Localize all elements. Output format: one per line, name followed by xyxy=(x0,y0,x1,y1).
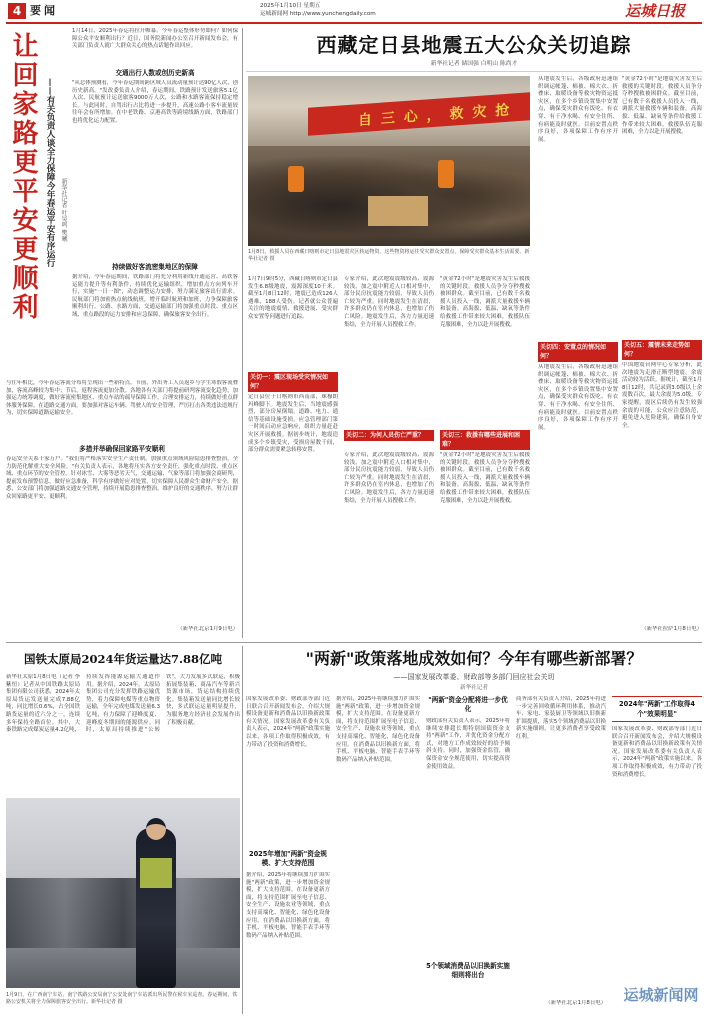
article3-credit: （新华社拉萨1月8日电） xyxy=(641,626,702,632)
article4-credit: （新华社北京1月8日电） xyxy=(545,1000,606,1006)
article4-subheadline: ——国家发展改革委、财政部等多部门回应社会关切 xyxy=(393,673,555,681)
masthead-logo: 运城日报 xyxy=(625,2,686,20)
article4-body2-cont: 据介绍，2025年将继续加力扩围实施"两新"政策，进一步增加资金规模，扩大支持范围。在设备更新方面，将支持范围扩展至电子信息、安全生产、设施农业等领域，重点支持高端化、智能化、绿色化设备应用。在消费品以旧换新方面，将手机、平板电脑、智能手表手环等数码产品纳入补贴范围。 xyxy=(336,696,420,763)
article1-credit: （新华社北京1月9日电） xyxy=(177,626,238,632)
photo-worker-vests-2 xyxy=(438,160,454,188)
article3-continued: "黄金72小时"是地震灾害发生后救援的关键时段。救援人员争分夺秒搜救被困群众。截至目前，已有数千名救援人员投入一线，调派大量救援车辆和装备。高海拔、低温、缺氧等条件给救援工作带来较大困难，救援队伍克服困难，全力以赴开展搜救。 xyxy=(622,76,702,136)
photo-boxes xyxy=(368,196,428,226)
photo-crowd-bg xyxy=(6,878,240,948)
article2-body: 新华社太原1月8日电（记者 李紫恒）记者从中国铁路太原局集团有限公司获悉，2024年太原局货运发送量完成7.88亿吨，同比增长0.6%，占全国铁路货运量的近六分之一，连续多年保持全路首位。其中，大秦铁路完成煤炭运量4.2亿吨，持续发挥能源运输大通道作用。据介绍，2024年，太原局集团公司充分发挥铁路运输优势，着力保障电煤等重点物资运输，全年完成电煤发送量6.3亿吨，有力保障了迎峰度夏、迎峰度冬期间的能源供应。同时，太原局持续推进"公转铁"，大力发展多式联运，积极拓展集装箱、商品汽车等新兴货源市场，货运结构持续优化。集装箱发送量同比增长较快，多式联运运量明显提升，为服务地方经济社会发展作出了积极贡献。 xyxy=(6,674,240,734)
article1-byline: 新华社记者 叶昊鸣 樊曦 xyxy=(60,178,67,242)
railway-photo-caption: 1月9日，在广西南宁车站，南宁铁路公安局南宁公安处南宁车站派出所民警在候车室巡查。春运期间，铁路公安机关将全力保障旅客安全出行。新华社记者 摄 xyxy=(6,992,238,1005)
earthquake-photo xyxy=(248,76,530,246)
article3-a3-top: "黄金72小时"是地震灾害发生后救援的关键时段。救援人员争分夺秒搜救被困群众。截至目前，已有数千名救援人员投入一线，调派大量救援车辆和装备。高海拔、低温、缺氧等条件给救援工作带来较大困难，救援队伍克服困难，全力以赴开展搜救。 xyxy=(440,276,530,328)
article4-side-title: 2024年"两新"工作取得4个"效果明显" xyxy=(612,696,702,722)
header-rule xyxy=(6,22,702,24)
article3-a3: "黄金72小时"是地震灾害发生后救援的关键时段。救援人员争分夺秒搜救被困群众。截至目前，已有数千名救援人员投入一线，调派大量救援车辆和装备。高海拔、低温、缺氧等条件给救援工作带来较大困难，救援队伍克服困难，全力以赴开展搜救。 xyxy=(440,452,530,504)
article3-q1: 关切一：震区现场受灾情况如何？ xyxy=(248,372,338,392)
article-spring-travel xyxy=(6,28,240,638)
article1-lead: 1月14日，2025年春运将拉开帷幕。今年春运整体形势如何？如何保障公众平安顺利出行？近日，国务院新闻办公室召开新闻发布会，有关部门负责人就广大群众关心的热点话题作出回应。 xyxy=(72,28,238,50)
header-date: 2025年1月10日 星期五 xyxy=(260,3,321,9)
header-website: 运城新闻网 http://www.yunchengdaily.com xyxy=(260,11,376,17)
article1-body2: 据介绍，今年春运期间，铁路部门将充分利用新线开通运营、高铁客运能力提升等有利条件，持续优化运输组织，增加重点方向列车开行，实施"一日一图"，动态调整运力安排，努力满足旅客出行需求。民航部门将加密热点航线航班，增开临时航班和加班，力争保障旅客顺利出行。公路、水路方面，交通运输部门将加强重点时段、重点区域、重点路段的运力安排和应急保障，确保旅客安全出行。 xyxy=(72,274,238,318)
article3-q4-answer: 从地震发生后，各级政府迅速组织调运帐篷、棉被、棉大衣、折叠床、取暖设备等救灾物资运抵灾区，在多个乡镇设置集中安置点，确保受灾群众有饭吃、有衣穿、有干净水喝、有安全住所、有病能及时就医。目前安置点秩序良好，各项保障工作有序开展。 xyxy=(538,76,618,143)
photo-officer-vest xyxy=(140,858,172,888)
article3-q2: 关切二：为何人员伤亡严重？ xyxy=(344,430,434,441)
article1-section2: 持续做好客流密集地区的保障 xyxy=(112,263,198,271)
article-tibet-earthquake xyxy=(246,28,702,638)
article1-body3: 与往年相比，今年春运客流分布将呈现出一些新特点。节前，外出务工人员返乡与学生寒假客流叠加，客流高峰较为集中；节后，返程客流更加分散。各地各有关部门将提前研判客流变化趋势，加强运力统筹调度，做好客流密集地区、重点车站的疏导保障工作，合理安排运力，持续做好重点群体服务保障。在道路交通方面，要加强对客运车辆、驾驶人的安全管理，严厉打击各类违法违规行为，切实保障道路运输安全。 xyxy=(6,380,238,417)
section-label: 要闻 xyxy=(30,4,58,17)
article3-a1: 定日县位于日喀则市西南部，珠穆朗玛峰脚下。地震发生后，当地震感强烈，部分房屋倒塌，道路、电力、通信等基础设施受损。应急管理部门第一时间启动应急响应，组织力量赶赴灾区开展救援。据初步统计，地震造成多个乡镇受灾，受损房屋数千间，部分群众需要紧急转移安置。 xyxy=(248,394,338,454)
article4-body1: 国家发展改革委、财政部等部门近日联合召开新闻发布会，介绍大规模设备更新和消费品以旧换新政策有关情况。国家发展改革委有关负责人表示，2024年"两新"政策实施以来，各项工作取得积极成效，有力带动了投资和消费增长。 xyxy=(246,696,330,748)
article4-side-body: 国家发展改革委、财政部等部门近日联合召开新闻发布会，介绍大规模设备更新和消费品以旧换新政策有关情况。国家发展改革委有关负责人表示，2024年"两新"政策实施以来，各项工作取得积极成效，有力带动了投资和消费增长。 xyxy=(612,726,702,778)
horizontal-divider xyxy=(6,642,702,643)
photo-officer-head xyxy=(146,818,166,840)
article3-q5: 关切五：震情未来走势如何？ xyxy=(622,340,702,360)
article3-q5-box xyxy=(622,76,702,636)
article-railway-freight xyxy=(6,646,240,1014)
article3-intro: 1月7日9时5分，西藏日喀则市定日县发生6.8级地震，震源深度10千米。截至1月8日12时，地震已造成126人遇难、188人受伤。记者就公众普遍关注的地震震情、救援进展、受灾群众安置等问题进行追踪。 xyxy=(248,276,338,320)
article4-section2: 5个领域消费品以旧换新实施细则将出台 xyxy=(426,962,510,979)
article4-body4: 商务部有关负责人介绍，2025年将进一步完善回收循环利用体系，推动汽车、家电、家装厨卫等领域以旧换新扩围提质，落实5个领域消费品以旧换新实施细则，让更多消费者享受政策红利。 xyxy=(516,696,606,740)
article3-a4-bottom: 从地震发生后，各级政府迅速组织调运帐篷、棉被、棉大衣、折叠床、取暖设备等救灾物资运抵灾区，在多个乡镇设置集中安置点，确保受灾群众有饭吃、有衣穿、有干净水喝、有安全住所、有病能及时就医。目前安置点秩序良好，各项保障工作有序开展。 xyxy=(538,364,618,431)
photo-banner-text: 自 三 心 ， 救 灾 抢 xyxy=(358,102,512,129)
article3-headline: 西藏定日县地震五大公众关切追踪 xyxy=(316,33,632,57)
page-header xyxy=(0,0,708,24)
article-two-new-policies xyxy=(246,646,702,1014)
column-divider-bottom xyxy=(242,646,243,1014)
article3-headline-box xyxy=(246,28,702,72)
article3-a5: 中国地震台网中心专家分析，此次地震为走滑正断型地震，余震活动较为活跃。据统计，截至1月8日12时，共记录到3.0级以上余震数百次，最大余震为5.0级。专家提醒，震区后续仍有发生较强余震的可能，公众应注意防范，避免进入危险建筑，确保自身安全。 xyxy=(622,362,702,429)
article3-a2: 专家介绍，此次地震震级较高、震源较浅，加之震中附近人口相对集中，部分民房抗震能力较弱，导致人员伤亡较为严重。同时地震发生在清晨，许多群众仍在室内休息，也增加了伤亡风险。地震发生后，各方力量迅速集结，全力开展人员搜救工作。 xyxy=(344,452,434,504)
watermark: 运城新闻网 xyxy=(623,986,699,1004)
article4-side-box xyxy=(612,696,702,996)
article4-callout-title: "两新"资金分配将进一步优化 xyxy=(428,696,508,713)
article1-section1: 交通出行人数或创历史新高 xyxy=(115,69,195,77)
article1-headline: 让回家路更平安更顺利 xyxy=(8,32,38,322)
article1-body1: "从总体预测看，今年春运期间跨区域人员流动量预计达90亿人次，创历史新高。"发改委负责人介绍，春运期间，铁路预计发送旅客5.1亿人次、民航预计运送旅客9000万人次，公路和水路客流保持稳定增长。与此同时，自驾出行占比将进一步提升，高速公路小客车流量较往年会有所增加。在中老铁路、京港高铁等跨境线路方面，铁路部门也将优化运力配置。 xyxy=(72,80,238,124)
article4-byline: 新华社记者 xyxy=(460,685,488,691)
article1-body4: 春运安全关系千家万户。"我们将严格落实安全生产责任制，加强重点领域风险隐患排查整治，全力防范化解重大安全风险。"有关负责人表示，各地将压实各方安全责任，强化重点时段、重点区域、重点环节的安全管控。针对冰雪、大雾等恶劣天气，交通运输、气象等部门将加强会商研判，提前发布预警信息，做好应急准备，科学有序做好应对处置，切实保障人民群众生命财产安全。据悉，公安部门将加强道路交通安全管理，持续开展隐患排查整治，维护良好的交通秩序，努力让群众回家路更平安、更顺利。 xyxy=(6,456,238,500)
article2-headline: 国铁太原局2024年货运量达7.88亿吨 xyxy=(23,652,222,666)
railway-police-photo xyxy=(6,798,240,988)
article3-a1-continued: 专家介绍，此次地震震级较高、震源较浅，加之震中附近人口相对集中，部分民房抗震能力较弱，导致人员伤亡较为严重。同时地震发生在清晨，许多群众仍在室内休息，也增加了伤亡风险。地震发生后，各方力量迅速集结，全力开展人员搜救工作。 xyxy=(344,276,434,328)
article4-section1: 2025年增加"两新"资金规模、扩大支持范围 xyxy=(249,850,327,867)
photo-officer xyxy=(136,828,176,988)
column-divider-left xyxy=(242,28,243,638)
article3-q4: 关切四：安置点的情况如何？ xyxy=(538,342,618,362)
page-number-badge: 4 xyxy=(8,3,26,19)
article1-subheadline: ——有关负责人谈全力保障今年春运平安有序运行 xyxy=(45,78,55,268)
photo-worker-vests xyxy=(288,166,304,192)
article3-q3: 关切三：救援有哪些进展和困难？ xyxy=(440,430,530,450)
earthquake-photo-caption: 1月8日，救援人员在西藏日喀则市定日县地震灾区转运物资。这些物资将运往受灾群众安置点，保障受灾群众基本生活需要。新华社记者 摄 xyxy=(248,249,530,262)
article4-body3: 财政部有关负责人表示，2025年将继续安排超长期特别国债资金支持"两新"工作，并优化资金分配方式，对地方工作成效较好的给予倾斜支持。同时，加强资金监管，确保资金安全规范使用，切实提高资金使用效益。 xyxy=(426,718,510,770)
article3-byline: 新华社记者 储国强 白明山 陈尚才 xyxy=(430,61,518,67)
article4-headline: "两新"政策落地成效如何？今年有哪些新部署？ xyxy=(305,649,643,668)
article4-body2: 据介绍，2025年将继续加力扩围实施"两新"政策，进一步增加资金规模，扩大支持范围。在设备更新方面，将支持范围扩展至电子信息、安全生产、设施农业等领域，重点支持高端化、智能化、绿色化设备应用。在消费品以旧换新方面，将手机、平板电脑、智能手表手环等数码产品纳入补贴范围。 xyxy=(246,872,330,939)
article1-section3: 多措并举确保回家路平安顺利 xyxy=(79,445,165,453)
